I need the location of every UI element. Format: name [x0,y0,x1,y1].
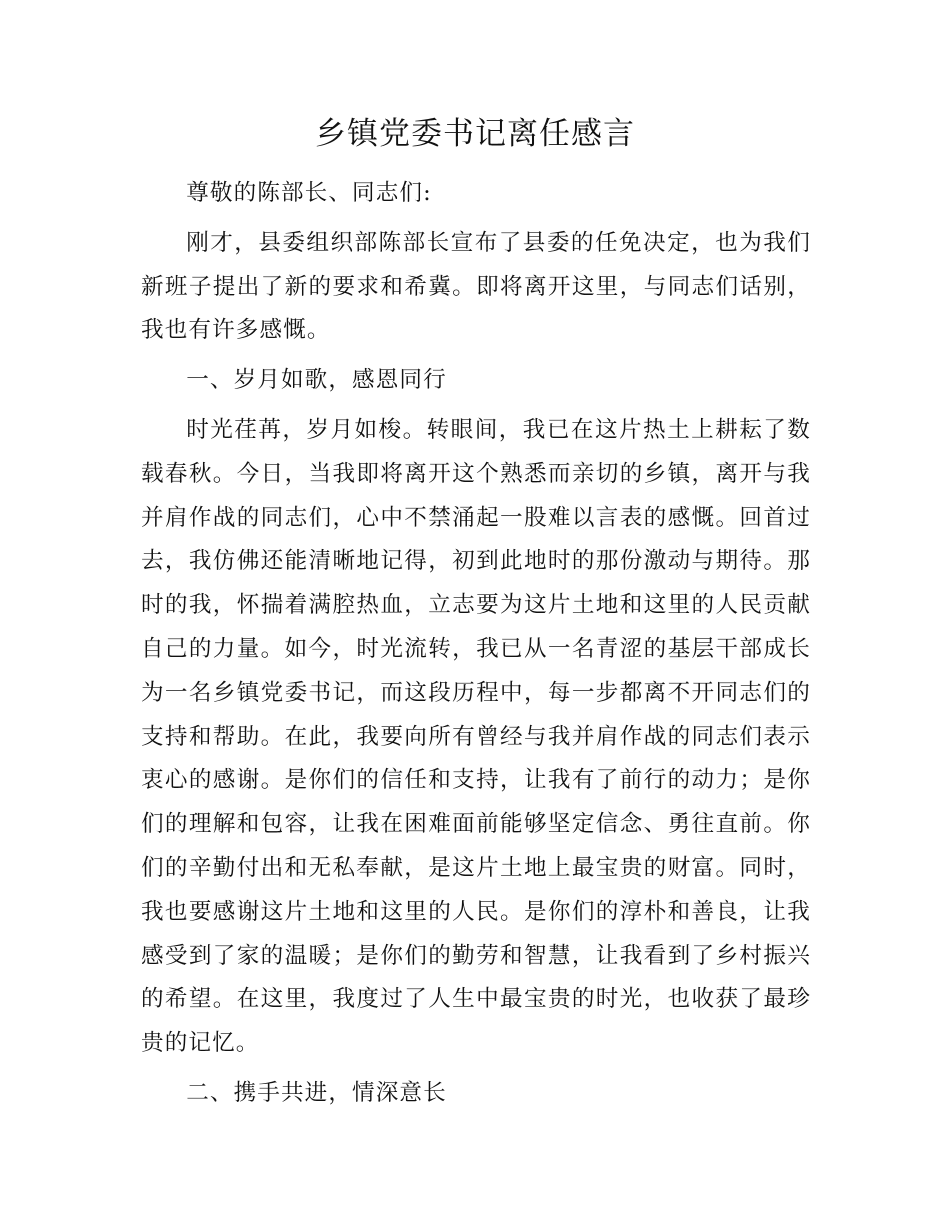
section-heading-2: 二、携手共进，情深意长 [186,1079,447,1106]
document-title: 乡镇党委书记离任感言 [315,116,635,152]
section-heading-1: 一、岁月如歌，感恩同行 [186,367,447,394]
salutation: 尊敬的陈部长、同志们: [186,180,432,206]
intro-paragraph: 刚才，县委组织部陈部长宣布了县委的任免决定，也为我们新班子提出了新的要求和希冀。即将离开这里，与同志们话别，我也有许多感慨。 [141,229,811,344]
document-body [141,172,811,1116]
section-1-paragraph: 时光荏苒，岁月如梭。转眼间，我已在这片热土上耕耘了数载春秋。今日，当我即将离开这个熟悉而亲切的乡镇，离开与我并肩作战的同志们，心中不禁涌起一股难以言表的感慨。回首过去，我仿佛还能清晰地记得，初到此地时的那份激动与期待。那时的我，怀揣着满腔热血，立志要为这片土地和这里的人民贡献自己的力量。如今，时光流转，我已从一名青涩的基层干部成长为一名乡镇党委书记，而这段历程中，每一步都离不开同志们的支持和帮助。在此，我要向所有曾经与我并肩作战的同志们表示衷心的感谢。是你们的信任和支持，让我有了前行的动力；是你们的理解和包容，让我在困难面前能够坚定信念、勇往直前。你们的辛勤付出和无私奉献，是这片土地上最宝贵的财富。同时，我也要感谢这片土地和这里的人民。是你们的淳朴和善良，让我感受到了家的温暖；是你们的勤劳和智慧，让我看到了乡村振兴的希望。在这里，我度过了人生中最宝贵的时光，也收获了最珍贵的记忆。 [141,416,811,1057]
